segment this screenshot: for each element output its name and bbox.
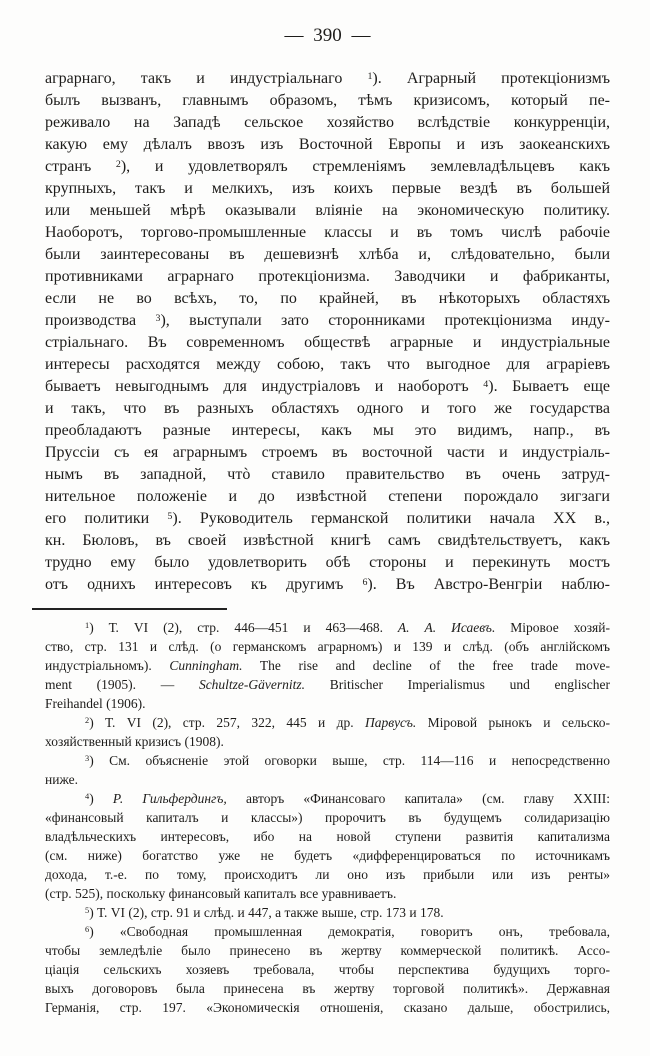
text-line: и такъ, что въ разныхъ областяхъ одного и того же государства bbox=[45, 400, 610, 417]
text-line: ment (1905). — Schultze-Gävernitz. Britischer Imperialismus und englischer bbox=[45, 677, 610, 692]
text-line: странъ $^2$), и удовлетворялъ стремленіямъ землевладѣльцевъ какъ bbox=[45, 158, 610, 175]
text-line: индустріальномъ). Cunningham. The rise and decline of the free trade move- bbox=[45, 658, 610, 673]
footnote-mark: 2 bbox=[115, 158, 121, 170]
text-line: ниже. bbox=[45, 772, 78, 787]
text-line: ство, стр. 131 и слѣд. (о германскомъ аграрномъ) и 139 и слѣд. (объ англійскомъ bbox=[45, 639, 610, 654]
footnote-mark: 4 bbox=[483, 378, 489, 390]
text-line: если не во всѣхъ, то, по крайней, въ нѣкоторыхъ областяхъ bbox=[45, 290, 610, 307]
text-line: (стр. 525), поскольку финансовый капиталъ все уравниваетъ. bbox=[45, 886, 397, 901]
footnote-separator bbox=[32, 608, 227, 610]
footnote-mark: 2 bbox=[85, 716, 90, 726]
text-line: нымъ въ западной, чтò ставило правительство въ очень затруд- bbox=[45, 466, 610, 483]
text-line: интересы расходятся между собою, такъ что выгодное для аграріевъ bbox=[45, 356, 610, 373]
italic-text: Schultze-Gävernitz. bbox=[198, 677, 306, 692]
text-line: какую ему дѣлалъ ввозъ изъ Восточной Европы и изъ заокеанскихъ bbox=[45, 136, 610, 153]
text-line: ціація сельскихъ хозяевъ требовала, чтобы перспектива будущихъ торго- bbox=[45, 962, 610, 977]
text-line: былъ вызванъ, главнымъ образомъ, тѣмъ кризисомъ, который пе- bbox=[45, 92, 610, 109]
text-line: производства $^3$), выступали зато сторонниками протекціонизма инду- bbox=[45, 312, 611, 329]
text-line: Наоборотъ, торгово-промышленные классы и въ томъ числѣ рабочіе bbox=[45, 224, 610, 241]
footnote-4 bbox=[45, 789, 610, 903]
text-line: аграрнаго, такъ и индустріальнаго $^1$). Аграрный протекціонизмъ bbox=[45, 70, 610, 87]
footnote-mark: 6 bbox=[85, 925, 90, 935]
footnote-mark: 1 bbox=[367, 70, 373, 82]
footnote-mark: 3 bbox=[85, 754, 90, 764]
footnote-mark: 3 bbox=[155, 312, 161, 324]
text-line: $^4$) Р. Гильфердингъ, авторъ «Финансоваго капитала» (см. главу XXIII: bbox=[85, 791, 610, 806]
text-line: кн. Бюловъ, въ своей извѣстной книгѣ самъ свидѣтельствуетъ, какъ bbox=[45, 532, 610, 549]
footnote-1 bbox=[45, 618, 610, 713]
footnote-mark: 5 bbox=[85, 906, 90, 916]
footnote-6 bbox=[45, 922, 610, 1017]
body-text bbox=[45, 68, 610, 596]
text-line: Пруссіи съ ея аграрнымъ строемъ въ восточной части и индустріаль- bbox=[45, 444, 610, 461]
text-line: преобладаютъ разные интересы, какъ мы это видимъ, напр., въ bbox=[45, 422, 610, 439]
footnote-5 bbox=[45, 903, 610, 922]
footnotes bbox=[45, 618, 610, 1017]
footnote-2 bbox=[45, 713, 610, 751]
text-line: хозяйственный кризисъ (1908). bbox=[45, 734, 224, 749]
text-line: (см. ниже) богатство уже не будетъ «дифференцироваться по источникамъ bbox=[45, 848, 610, 863]
text-line: или меньшей мѣрѣ оказывали вліяніе на экономическую политику. bbox=[45, 202, 610, 219]
text-line: $^6$) «Свободная промышленная демократія, говоритъ онъ, требовала, bbox=[85, 924, 610, 939]
text-line: были заинтересованы въ дешевизнѣ хлѣба и, слѣдовательно, были bbox=[45, 246, 610, 263]
page-number: — 390 — bbox=[284, 25, 371, 46]
text-line: реживало на Западѣ сельское хозяйство вслѣдствіе конкурренціи, bbox=[45, 114, 610, 131]
text-line: владѣльческихъ интересовъ, ибо на новой ступени развитія капитализма bbox=[45, 829, 610, 844]
text-line: $^2$) Т. VI (2), стр. 257, 322, 445 и др. Парвусъ. Міровой рынокъ и сельско- bbox=[85, 715, 610, 730]
text-line: трудно ему было удовлетворить обѣ стороны и перекинуть мостъ bbox=[45, 554, 610, 571]
text-line: стріальнаго. Въ современномъ обществѣ аграрные и индустріальные bbox=[45, 334, 610, 351]
text-line: крупныхъ, такъ и мелкихъ, изъ коихъ первые вездѣ въ большей bbox=[45, 180, 610, 197]
italic-text: Р. Гильфердингъ, bbox=[112, 791, 227, 806]
text-line: дохода, т.-е. по тому, происходитъ ли оно изъ прибыли или изъ ренты» bbox=[45, 867, 610, 882]
footnote-3 bbox=[45, 751, 610, 789]
text-line: $^1$) Т. VI (2), стр. 446—451 и 463—468. А. А. Исаевъ. Міровое хозяй- bbox=[85, 620, 610, 635]
italic-text: Парвусъ. bbox=[364, 715, 417, 730]
footnote-mark: 4 bbox=[85, 792, 90, 802]
footnote-mark: 6 bbox=[362, 576, 368, 588]
italic-text: Cunningham. bbox=[169, 658, 243, 673]
italic-text: А. А. Исаевъ. bbox=[397, 620, 496, 635]
text-line: Freihandel (1906). bbox=[45, 696, 146, 711]
text-line: «финансовый капиталъ и классы») пророчитъ въ будущемъ солидаризацію bbox=[45, 810, 610, 825]
text-line: $^5$) Т. VI (2), стр. 91 и слѣд. и 447, а также выше, стр. 173 и 178. bbox=[85, 905, 444, 920]
text-line: чтобы земледѣліе было принесено въ жертву коммерческой политикѣ. Ассо- bbox=[45, 943, 610, 958]
text-line: его политики $^5$). Руководитель германской политики начала XX в., bbox=[45, 510, 610, 527]
text-line: нительное положеніе и до извѣстной степени порождало зигзаги bbox=[45, 488, 610, 505]
text-line: бываетъ невыгоднымъ для индустріаловъ и наоборотъ $^4$). Бываетъ еще bbox=[45, 378, 610, 395]
text-line: $^3$) См. объясненіе этой оговорки выше, стр. 114—116 и непосредственно bbox=[85, 753, 610, 768]
footnote-mark: 5 bbox=[167, 510, 173, 522]
text-line: отъ однихъ интересовъ къ другимъ $^6$). Въ Австро-Венгріи наблю- bbox=[45, 576, 610, 593]
footnote-mark: 1 bbox=[85, 621, 90, 631]
text-line: противниками аграрнаго протекціонизма. Заводчики и фабриканты, bbox=[45, 268, 610, 285]
text-line: выхъ договоровъ была принесена въ жертву торговой политикѣ». Державная bbox=[45, 981, 610, 996]
text-line: Германія, стр. 197. «Экономическія отношенія, сказано дальше, обострились, bbox=[45, 1000, 610, 1015]
